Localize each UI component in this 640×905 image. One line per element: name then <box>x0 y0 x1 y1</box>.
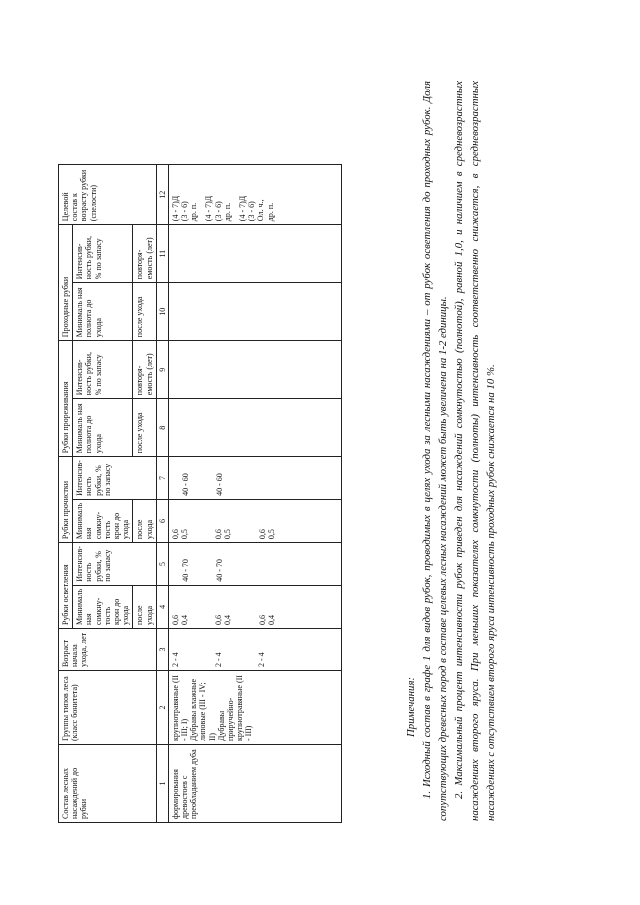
header-pro-after: после ухода <box>133 499 156 542</box>
col-number: 9 <box>156 341 168 399</box>
column-number-row <box>156 165 168 823</box>
cell-prorezh-density <box>168 399 341 457</box>
target-line: др. п. <box>265 202 275 222</box>
col-number: 2 <box>156 671 168 745</box>
header-osv-intensity: Интенсив- ность рубки, % по запасу <box>73 543 157 586</box>
canopy-before: 0,6 <box>214 615 224 625</box>
age-value: 2 - 4 <box>170 652 180 667</box>
intensity-value <box>171 546 181 582</box>
target-line: (3 - 6) <box>213 201 223 222</box>
header-row-1 <box>59 165 73 823</box>
col-number: 1 <box>156 745 168 823</box>
canopy-before: 0,6 <box>257 529 267 540</box>
canopy-after: 0,4 <box>223 615 233 625</box>
intensity-value: 40 - 70 <box>215 559 225 582</box>
col-number: 7 <box>156 457 168 500</box>
col-number: 10 <box>156 283 168 341</box>
header-age: Возраст начала ухода, лет <box>59 629 157 671</box>
header-osv-min-canopy: Минималь ная сомкну- тость крон до ухода <box>73 585 133 628</box>
col-number: 11 <box>156 225 168 283</box>
cell-prohod-density <box>168 283 341 341</box>
cell-composition: формирования древостоев с преобладанием дуба <box>168 745 341 823</box>
forest-type: Дубравы влажные липовые (III - IV; II) <box>189 678 217 741</box>
canopy-after: 0,5 <box>266 529 276 540</box>
cell-osv-intensity <box>168 543 341 586</box>
age-value: 2 - 4 <box>257 652 267 667</box>
canopy-after: 0,5 <box>180 529 190 540</box>
header-prochistka: Рубки прочистки <box>59 457 73 543</box>
canopy-before: 0,6 <box>170 615 180 625</box>
notes-section <box>403 81 499 821</box>
canopy-before: 0,6 <box>214 529 224 540</box>
col-number: 4 <box>156 585 168 628</box>
canopy-before: 0,6 <box>170 529 180 540</box>
target-line: (3 - 6) <box>247 201 257 222</box>
header-prohod-repeat: повторя- емость (лет) <box>133 225 156 283</box>
col-number: 6 <box>156 499 168 542</box>
forest-type: Дубравы приручейно-крупнотравяные (II - III) <box>216 675 254 741</box>
header-prorezh-intensity: Интенсив- ность рубки, % по запасу <box>73 341 133 399</box>
col-number: 8 <box>156 399 168 457</box>
cell-prorezh-intensity <box>168 341 341 399</box>
target-line: (4 - 7)Д <box>238 195 247 222</box>
thinning-table <box>58 164 342 823</box>
target-line: (4 - 7)Д <box>170 195 180 222</box>
header-osvetlenie: Рубки осветления <box>59 543 73 629</box>
target-line: (4 - 7)Д <box>204 195 214 222</box>
cell-target <box>168 165 341 225</box>
header-prorezh-after: после ухода <box>133 399 156 457</box>
table-row <box>168 165 341 823</box>
cell-age <box>168 629 341 671</box>
header-prorezh-repeat: повторя- емость (лет) <box>133 341 156 399</box>
header-pro-intensity: Интенсив- ность рубки, % по запасу <box>73 457 157 500</box>
canopy-before: 0,6 <box>257 615 267 625</box>
forest-type: крупнотравяные (II - III; I) <box>170 675 190 741</box>
cell-pro-intensity <box>168 457 341 500</box>
canopy-after: 0,5 <box>223 529 233 540</box>
col-number: 3 <box>156 629 168 671</box>
header-prohod-after: после ухода <box>133 283 156 341</box>
canopy-after: 0,4 <box>266 615 276 625</box>
header-osv-after: после ухода <box>133 585 156 628</box>
target-line: др. п. <box>189 202 199 222</box>
col-number: 5 <box>156 543 168 586</box>
canopy-after: 0,4 <box>180 615 190 625</box>
cell-forest-types <box>168 671 341 745</box>
header-pro-min-canopy: Минималь ная сомкну- тость крон до ухода <box>73 499 133 542</box>
age-value: 2 - 4 <box>214 652 224 667</box>
header-prorezhivanie: Рубки прореживания <box>59 341 73 457</box>
intensity-value: 40 - 70 <box>180 559 190 582</box>
cell-osv-canopy <box>168 585 341 628</box>
col-number: 12 <box>156 165 168 225</box>
note-2: 2. Максимальный процент интенсивности рубок приведен для насаждений сомкнутостью (полнотой), равной 1,0, и наличием в средневозрастных насаждениях второго яруса. При меньших показателях сомкнутости (полноты) интенсивность соответственно снижается, в средневозрастных насаждениях с отсутствием второго яруса интенсивность проходных рубок снижается на 10 %. <box>453 81 497 821</box>
target-line: др. п. <box>222 202 232 222</box>
intensity-value: 40 - 60 <box>180 473 190 496</box>
intensity-value: 40 - 60 <box>215 473 225 496</box>
cell-prohod-intensity <box>168 225 341 283</box>
note-1: 1. Исходный состав в графе 1 для видов рубок, проводимых в целях ухода за лесными насаждениями – от рубок осветления до проходных рубок. Доля сопутствующих древесных пород в составе целевых лесных насаждений может быть увеличена на 1-2 единицы. <box>421 81 449 821</box>
header-composition: Состав лесных насаждений до рубки <box>59 745 157 823</box>
header-prohod-intensity: Интенсив- ность рубки, % по запасу <box>73 225 133 283</box>
header-target-composition: Целевой состав к возрасту рубки (спелости) <box>59 165 157 225</box>
target-line: (3 - 6) <box>180 201 190 222</box>
target-line: Ол. ч., <box>256 199 266 222</box>
cell-pro-canopy <box>168 499 341 542</box>
header-prohodnye: Проходные рубки <box>59 225 73 341</box>
notes-title: Примечания: <box>405 676 417 737</box>
intensity-value <box>171 460 181 496</box>
header-forest-types: Группы типов леса (класс бонитета) <box>59 671 157 745</box>
header-prorezh-min-density: Минималь ная полнота до ухода <box>73 399 133 457</box>
header-prohod-min-density: Минималь ная полнота до ухода <box>73 283 133 341</box>
